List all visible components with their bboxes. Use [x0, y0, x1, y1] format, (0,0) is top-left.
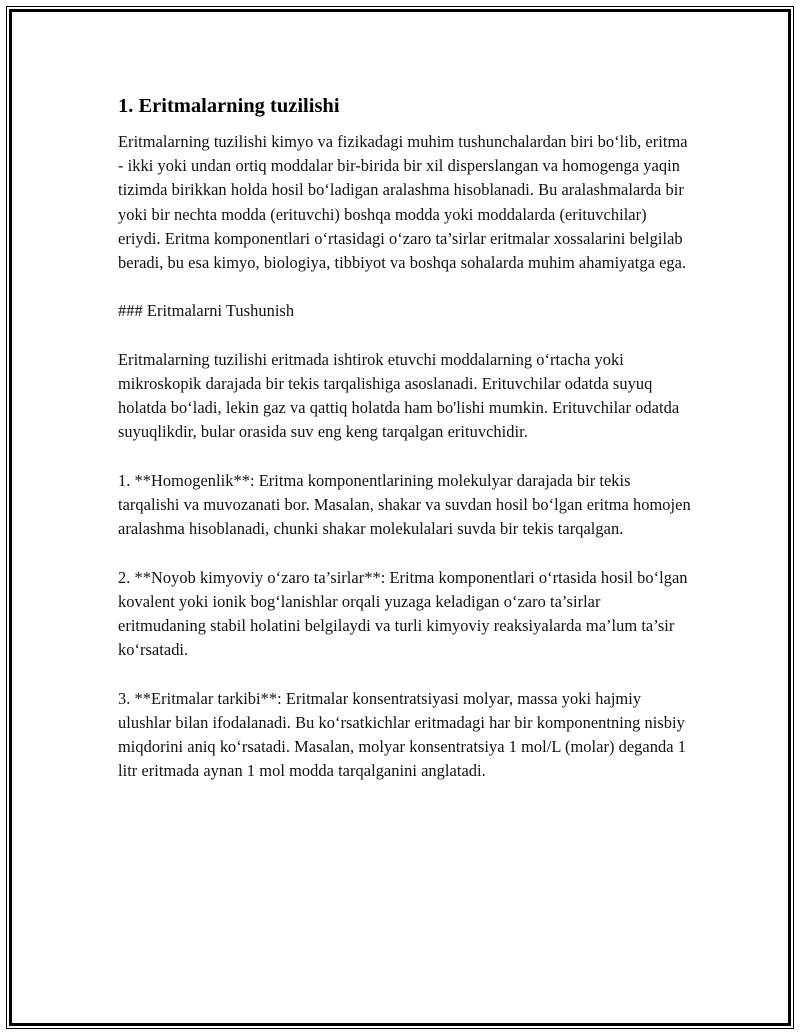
list-item-homogeneity: 1. **Homogenlik**: Eritma komponentlarining molekulyar darajada bir tekis tarqalishi va muvozanati bor. Masalan, shakar va suvdan hosil bo‘lgan eritma homojen aralashma hisoblanadi, chunki shakar molekulalari suvda bir tekis tarqalgan. [118, 470, 691, 539]
subheading-paragraph: ### Eritmalarni Tushunish [118, 301, 295, 321]
document-body [118, 94, 692, 783]
section-heading: 1. Eritmalarning tuzilishi [118, 95, 340, 117]
understanding-paragraph: Eritmalarning tuzilishi eritmada ishtirok etuvchi moddalarning o‘rtacha yoki mikroskopik darajada bir tekis tarqalishiga asoslanadi. Erituvchilar odatda suyuq holatda bo‘ladi, lekin gaz va qattiq holatda ham bo'lishi mumkin. Erituvchilar odatda suyuqlikdir, bular orasida suv eng keng tarqalgan erituvchidir. [118, 349, 680, 442]
list-item-interactions: 2. **Noyob kimyoviy o‘zaro ta’sirlar**: Eritma komponentlari o‘rtasida hosil bo‘lgan kovalent yoki ionik bog‘lanishlar orqali yuzaga keladigan o‘zaro ta’sirlar eritmudaning stabil holatini belgilaydi va turli kimyoviy reaksiyalarda ma’lum ta’sir ko‘rsatadi. [118, 567, 688, 660]
list-item-composition: 3. **Eritmalar tarkibi**: Eritmalar konsentratsiyasi molyar, massa yoki hajmiy ulushlar bilan ifodalanadi. Bu ko‘rsatkichlar eritmadagi har bir komponentning nisbiy miqdorini aniq ko‘rsatadi. Masalan, molyar konsentratsiya 1 mol/L (molar) deganda 1 litr eritmada aynan 1 mol modda tarqalganini anglatadi. [118, 688, 686, 781]
intro-paragraph: Eritmalarning tuzilishi kimyo va fizikadagi muhim tushunchalardan biri bo‘lib, eritma - ikki yoki undan ortiq moddalar bir-birida bir xil disperslangan va homogenga yaqin tizimda birikkan holda hosil bo‘ladigan aralashma hisoblanadi. Bu aralashmalarda bir yoki bir nechta modda (erituvchi) boshqa modda yoki moddalarda (erituvchilar) eriydi. Eritma komponentlari o‘rtasidagi o‘zaro ta’sirlar eritmalar xossalarini belgilab beradi, bu esa kimyo, biologiya, tibbiyot va boshqa sohalarda muhim ahamiyatga ega. [118, 132, 688, 273]
